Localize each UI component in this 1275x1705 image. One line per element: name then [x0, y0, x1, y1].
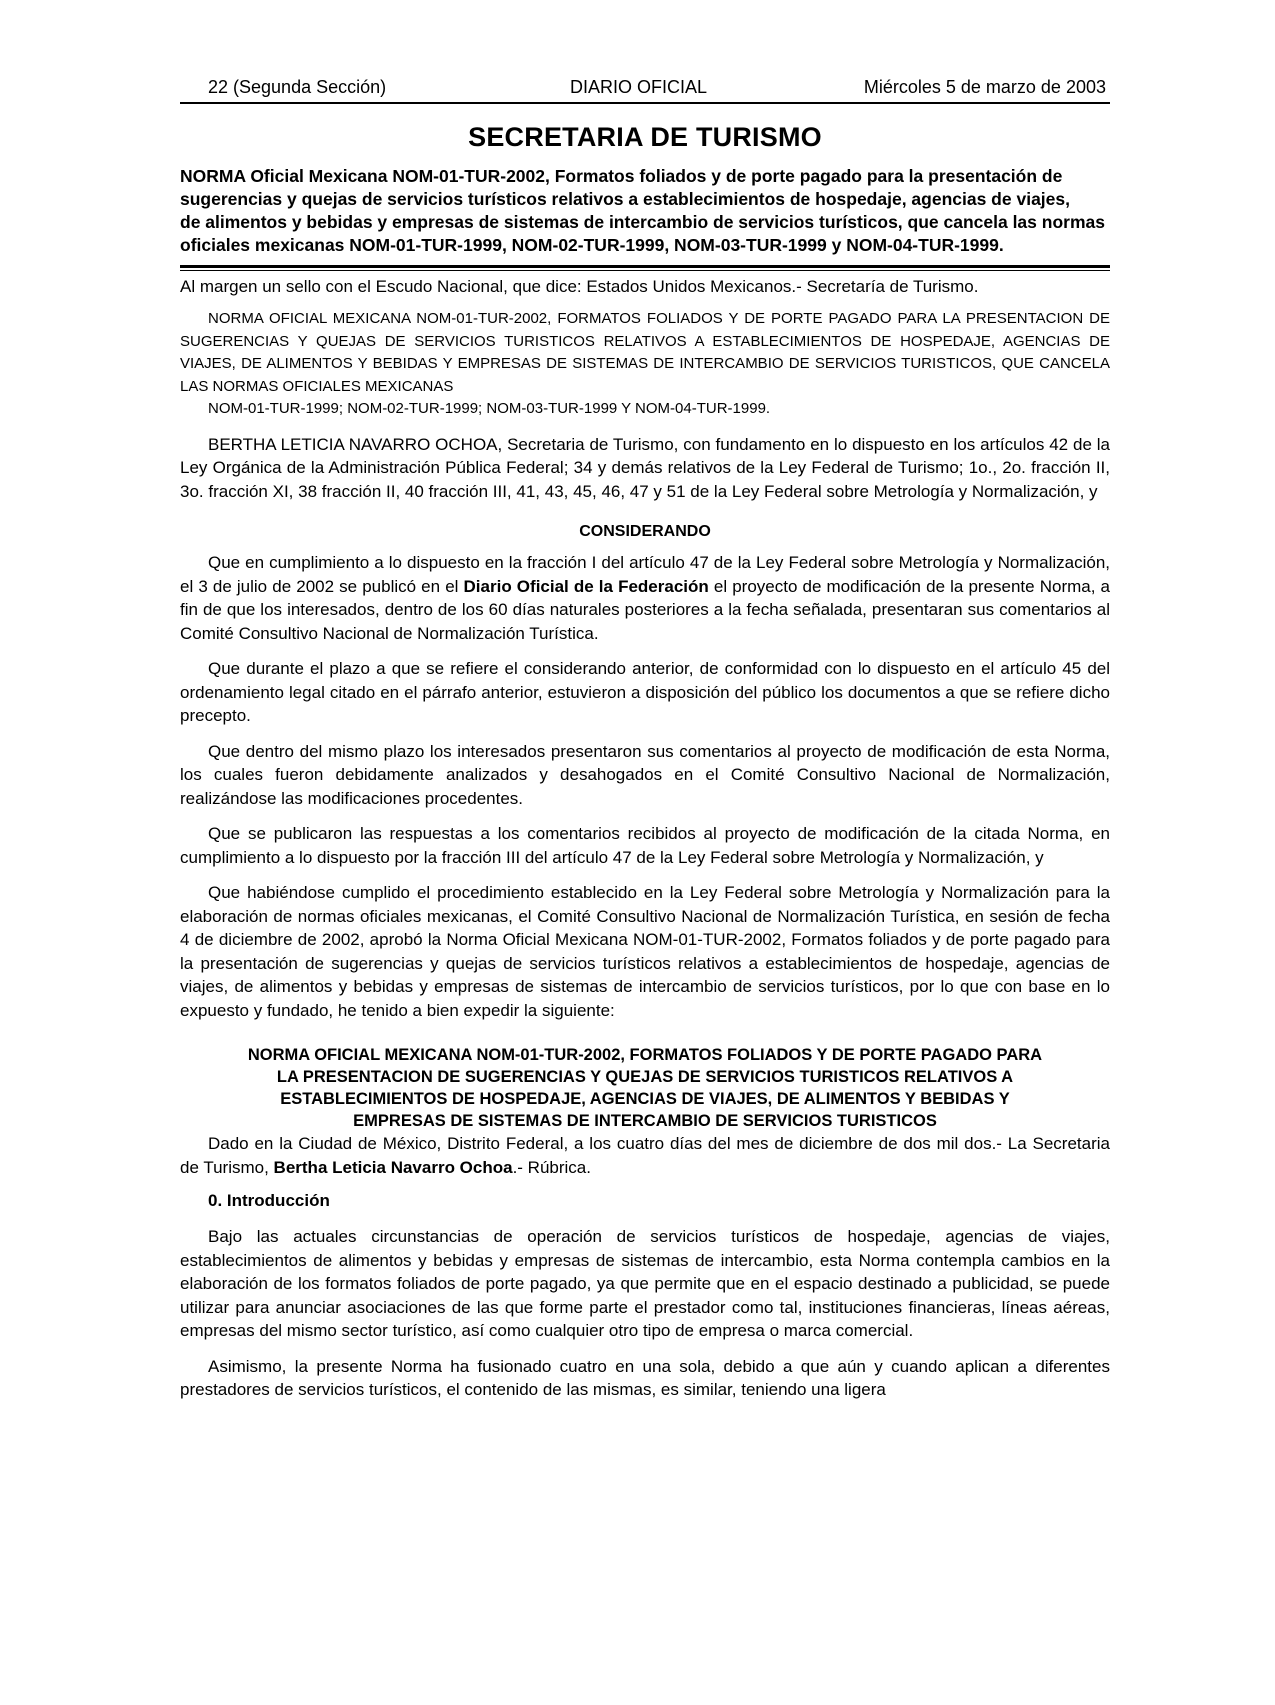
norm-heading-line2: de alimentos y bebidas y empresas de sistemas de intercambio de servicios turísticos, que cancela las normas oficiales mexicanas NOM-01-TUR-1999, NOM-02-TUR-1999, NOM-03-TUR-1999 y NOM-04-TUR-1999.: [180, 212, 1105, 255]
heading-rule-thin: [180, 270, 1110, 271]
publication-name: DIARIO OFICIAL: [570, 77, 708, 97]
norm-title-line4: EMPRESAS DE SISTEMAS DE INTERCAMBIO DE SERVICIOS TURISTICOS: [353, 1112, 937, 1130]
diario-oficial-ref: Diario Oficial de la Federación: [463, 576, 709, 596]
norm-title: [180, 1044, 1110, 1132]
intro-heading: 0. Introducción: [208, 1191, 330, 1210]
given-paragraph: [180, 1132, 1110, 1179]
section-title: SECRETARIA DE TURISMO: [468, 122, 822, 152]
document-page: [180, 74, 1110, 1402]
intro-paragraph-2: Asimismo, la presente Norma ha fusionado cuatro en una sola, debido a que aún y cuando aplican a diferentes prestadores de servicios turísticos, el contenido de las mismas, es similar, teniendo una ligera: [180, 1356, 1110, 1399]
intro-paragraph-1: Bajo las actuales circunstancias de operación de servicios turísticos de hospedaje, agencias de viajes, establecimientos de alimentos y bebidas y empresas de sistemas de intercambio, esta Norma contempla cambios en la elaboración de los formatos foliados de porte pagado, ya que permite que en el espacio destinado a publicidad, se puede utilizar para anunciar asociaciones de las que forme parte el prestador como tal, instituciones financieras, líneas aéreas, empresas del mismo sector turístico, así como cualquier otro tipo de empresa o marca comercial.: [180, 1227, 1110, 1340]
considerando-paragraph-2: Que durante el plazo a que se refiere el considerando anterior, de conformidad con lo dispuesto en el artículo 45 del ordenamiento legal citado en el párrafo anterior, estuvieron a disposición del público los documentos a que se refiere dicho precepto.: [180, 659, 1110, 725]
considerando-paragraph-3: Que dentro del mismo plazo los interesados presentaron sus comentarios al proyecto de modificación de esta Norma, los cuales fueron debidamente analizados y desahogados en el Comité Consultivo Nacional de Normalización, realizándose las modificaciones procedentes.: [180, 741, 1110, 808]
considerando-p1-a: Que en cumplimiento a lo dispuesto en la fracción I del artículo 47 de la Ley Federal sobre Metrología y Normalización, el 3 de julio de 2002 se publicó en el: [180, 553, 1110, 596]
given-text-a: Dado en la Ciudad de México, Distrito Federal, a los cuatro días del mes de diciembre de dos mil dos.- La Secretaria de Turismo,: [180, 1134, 1110, 1177]
page-header: [180, 74, 1110, 100]
considerando-title: CONSIDERANDO: [579, 523, 711, 540]
signatory-name: Bertha Leticia Navarro Ochoa: [273, 1157, 513, 1177]
margin-note: Al margen un sello con el Escudo Nacional, que dice: Estados Unidos Mexicanos.- Secretaría de Turismo.: [180, 277, 979, 296]
norm-title-line2: LA PRESENTACION DE SUGERENCIAS Y QUEJAS DE SERVICIOS TURISTICOS RELATIVOS A: [276, 1068, 1014, 1086]
heading-rule-thick: [180, 265, 1110, 268]
norm-heading-line1: NORMA Oficial Mexicana NOM-01-TUR-2002, Formatos foliados y de porte pagado para la presentación de sugerencias y quejas de servicios turísticos relativos a establecimientos de hospedaje, agencias de viajes,: [180, 166, 1070, 209]
caps-paragraph: [180, 308, 1110, 421]
norm-title-line1: NORMA OFICIAL MEXICANA NOM-01-TUR-2002, FORMATOS FOLIADOS Y DE PORTE PAGADO PARA: [247, 1046, 1043, 1064]
caps-paragraph-end: NOM-01-TUR-1999; NOM-02-TUR-1999; NOM-03-TUR-1999 Y NOM-04-TUR-1999.: [208, 400, 771, 417]
page-section: 22 (Segunda Sección): [208, 77, 387, 97]
caps-paragraph-text: NORMA OFICIAL MEXICANA NOM-01-TUR-2002, FORMATOS FOLIADOS Y DE PORTE PAGADO PARA LA PRESENTACION DE SUGERENCIAS Y QUEJAS DE SERVICIOS TURISTICOS RELATIVOS A ESTABLECIMIENTOS DE HOSPEDAJE, AGENCIAS DE VIAJES, DE ALIMENTOS Y BEBIDAS Y EMPRESAS DE SISTEMAS DE INTERCAMBIO DE SERVICIOS TURISTICOS, QUE CANCELA LAS NORMAS OFICIALES MEXICANAS: [180, 310, 1110, 395]
considerando-paragraph-1: [180, 551, 1110, 645]
signatory-paragraph: BERTHA LETICIA NAVARRO OCHOA, Secretaria de Turismo, con fundamento en lo dispuesto en los artículos 42 de la Ley Orgánica de la Administración Pública Federal; 34 y demás relativos de la Ley Federal de Turismo; 1o., 2o. fracción II, 3o. fracción XI, 38 fracción II, 40 fracción III, 41, 43, 45, 46, 47 y 51 de la Ley Federal sobre Metrología y Normalización, y: [180, 434, 1110, 501]
norm-title-line3: ESTABLECIMIENTOS DE HOSPEDAJE, AGENCIAS DE VIAJES, DE ALIMENTOS Y BEBIDAS Y: [280, 1090, 1010, 1108]
publication-date: Miércoles 5 de marzo de 2003: [863, 77, 1106, 97]
considerando-p1-b: el proyecto de modificación de la presente Norma, a fin de que los interesados, dentro de los 60 días naturales posteriores a la fecha señalada, presentaran sus comentarios al Comité Consultivo Nacional de Normalización Turística.: [180, 576, 1110, 643]
considerando-paragraph-4: Que se publicaron las respuestas a los comentarios recibidos al proyecto de modificación de la citada Norma, en cumplimiento a lo dispuesto por la fracción III del artículo 47 de la Ley Federal sobre Metrología y Normalización, y: [180, 824, 1110, 867]
header-rule: [180, 102, 1110, 104]
considerando-paragraph-5: Que habiéndose cumplido el procedimiento establecido en la Ley Federal sobre Metrología y Normalización para la elaboración de normas oficiales mexicanas, el Comité Consultivo Nacional de Normalización Turística, en sesión de fecha 4 de diciembre de 2002, aprobó la Norma Oficial Mexicana NOM-01-TUR-2002, Formatos foliados y de porte pagado para la presentación de sugerencias y quejas de servicios turísticos relativos a establecimientos de hospedaje, agencias de viajes, de alimentos y bebidas y empresas de sistemas de intercambio de servicios turísticos, por lo que con base en lo expuesto y fundado, he tenido a bien expedir la siguiente:: [180, 883, 1110, 1020]
given-text-b: .- Rúbrica.: [512, 1157, 591, 1177]
